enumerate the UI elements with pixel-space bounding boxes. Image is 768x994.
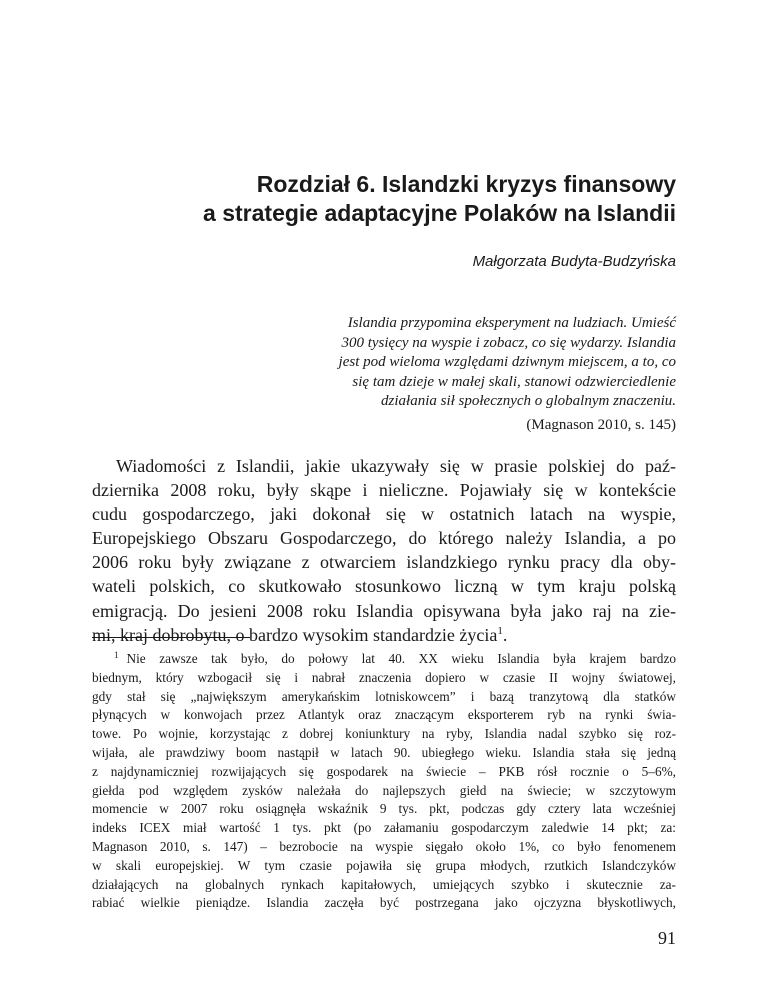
footnote-line-text: Nie zawsze tak było, do połowy lat 40. XX wieku Islandia była krajem bardzo xyxy=(126,651,676,666)
page-number: 91 xyxy=(658,928,676,948)
chapter-title-line: a strategie adaptacyjne Polaków na Islandii xyxy=(203,200,676,226)
footnote-line: wijała, ale prawdziwy boom nastąpił w latach 90. ubiegłego wieku. Islandia stała się jedną xyxy=(92,744,676,760)
footnote-line: momencie w 2007 roku osiągnęła wskaźnik 9 tys. pkt, podczas gdy cztery lata wcześniej xyxy=(92,801,676,817)
epigraph-line: działania sił społecznych o globalnym znaczeniu. xyxy=(381,393,676,409)
footnote xyxy=(92,650,676,913)
footnote-line: działających na globalnych rynkach kapitałowych, umiejących szybko i skutecznie za- xyxy=(92,876,676,892)
body-line-last: mi, kraj dobrobytu, o bardzo wysokim standardzie życia$^1$. xyxy=(92,624,508,645)
body-paragraph xyxy=(92,454,676,647)
footnote-line-first xyxy=(92,650,676,669)
footnote-line: giełda pod względem zysków należała do najlepszych giełd na świecie; w szczytowym xyxy=(92,782,676,798)
footnote-line: z najdynamiczniej rozwijających się gospodarek na świecie – PKB rósł rocznie o 5–6%, xyxy=(92,763,676,779)
body-line-text: mi, kraj dobrobytu, o bardzo wysokim standardzie życia xyxy=(92,624,498,645)
body-line: cudu gospodarczego, jaki dokonał się w ostatnich latach na wyspie, xyxy=(92,504,676,525)
body-line: wateli polskich, co skutkowało stosunkowo liczną w tym kraju polską xyxy=(92,576,676,597)
epigraph-line: jest pod wieloma względami dziwnym miejscem, a to, co xyxy=(338,354,676,370)
footnote-line: Magnason 2010, s. 147) – bezrobocie na wyspie sięgało około 1%, co było fenomenem xyxy=(92,838,676,854)
epigraph-source: (Magnason 2010, s. 145) xyxy=(526,417,676,433)
footnote-line: towe. Po wojnie, korzystając z dobrej koniunktury na ryby, Islandia nadal szybko się roz- xyxy=(92,726,676,742)
footnote-line: w skali europejskiej. W tym czasie pojawiła się grupa młodych, rzutkich Islandczyków xyxy=(92,857,676,873)
footnote-reference[interactable]: 1 xyxy=(497,624,503,637)
epigraph-line: 300 tysięcy na wyspie i zobacz, co się wydarzy. Islandia xyxy=(341,334,676,351)
author-name: Małgorzata Budyta-Budzyńska xyxy=(472,253,676,270)
epigraph xyxy=(236,314,676,412)
footnote-line: gdy stał się „największym amerykańskim lotniskowcem” i bazą tranzytową dla statków xyxy=(92,688,676,704)
body-line: Wiadomości z Islandii, jakie ukazywały się w prasie polskiej do paź- xyxy=(116,456,676,476)
epigraph-line: się tam dzieje w małej skali, stanowi odzwierciedlenie xyxy=(352,373,676,390)
body-line: 2006 roku były związane z otwarciem islandzkiego rynku pracy dla oby- xyxy=(92,552,676,573)
body-line: dziernika 2008 roku, były skąpe i nieliczne. Pojawiały się w kontekście xyxy=(92,480,676,501)
footnote-line: rabiać wielkie pieniądze. Islandia zaczęła być postrzegana jako ojczyzna błyskotliwych, xyxy=(92,895,676,911)
footnote-divider xyxy=(92,637,250,638)
chapter-title xyxy=(100,170,676,228)
footnote-line: biednym, który wzbogacił się i nabrał znaczenia dopiero w czasie II wojny światowej, xyxy=(92,669,676,685)
footnote-line: płynących w konwojach przez Atlantyk oraz znaczącym eksporterem ryb na rynki świa- xyxy=(92,707,676,723)
body-line: Europejskiego Obszaru Gospodarczego, do którego należy Islandia, a po xyxy=(92,528,676,549)
footnote-number: 1 xyxy=(114,649,119,660)
chapter-title-line: Rozdział 6. Islandzki kryzys finansowy xyxy=(256,171,676,197)
body-line: emigracją. Do jesieni 2008 roku Islandia opisywana była jako raj na zie- xyxy=(92,600,676,621)
epigraph-line: Islandia przypomina eksperyment na ludziach. Umieść xyxy=(347,315,676,331)
footnote-line: indeks ICEX miał wartość 1 tys. pkt (po załamaniu gospodarczym zaledwie 14 pkt; za: xyxy=(92,820,676,836)
